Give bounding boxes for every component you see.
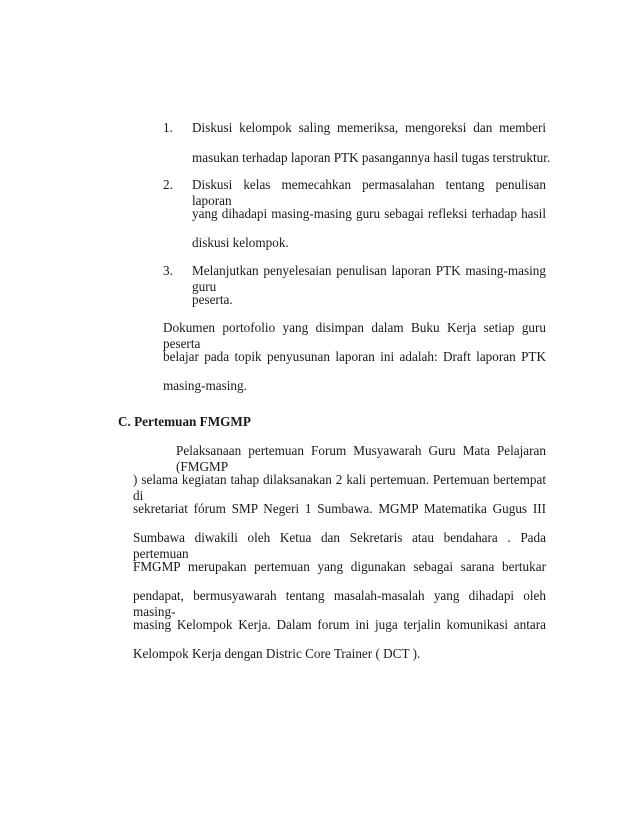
list-number: 3.	[163, 263, 173, 278]
list-number: 2.	[163, 177, 173, 192]
paragraph-line: masing-masing.	[163, 378, 247, 393]
section-heading: C. Pertemuan FMGMP	[118, 414, 251, 429]
paragraph-line: FMGMP merupakan pertemuan yang digunakan sebagai sarana bertukar	[133, 559, 546, 574]
paragraph-line: sekretariat fórum SMP Negeri 1 Sumbawa. MGMP Matematika Gugus III	[133, 501, 546, 516]
paragraph-line: Pelaksanaan pertemuan Forum Musyawarah Guru Mata Pelajaran (FMGMP	[176, 443, 546, 474]
list-item-line: diskusi kelompok.	[192, 235, 289, 250]
list-item-line: yang dihadapi masing-masing guru sebagai refleksi terhadap hasil	[192, 206, 546, 221]
paragraph-line: Dokumen portofolio yang disimpan dalam Buku Kerja setiap guru peserta	[163, 320, 546, 351]
list-number: 1.	[163, 120, 173, 135]
paragraph-line: Kelompok Kerja dengan Distric Core Trainer ( DCT ).	[133, 646, 421, 661]
paragraph-line: masing Kelompok Kerja. Dalam forum ini juga terjalin komunikasi antara	[133, 617, 546, 632]
list-item-line: Melanjutkan penyelesaian penulisan laporan PTK masing-masing guru	[192, 263, 546, 294]
list-item-line: masukan terhadap laporan PTK pasangannya hasil tugas terstruktur.	[192, 150, 551, 165]
list-item-line: peserta.	[192, 292, 233, 307]
paragraph-line: belajar pada topik penyusunan laporan ini adalah: Draft laporan PTK	[163, 349, 546, 364]
paragraph-line: pendapat, bermusyawarah tentang masalah-masalah yang dihadapi oleh masing-	[133, 588, 546, 619]
list-item-line: Diskusi kelompok saling memeriksa, mengoreksi dan memberi	[192, 120, 546, 135]
list-item-line: Diskusi kelas memecahkan permasalahan tentang penulisan laporan	[192, 177, 546, 208]
paragraph-line: Sumbawa diwakili oleh Ketua dan Sekretaris atau bendahara . Pada pertemuan	[133, 530, 546, 561]
paragraph-line: ) selama kegiatan tahap dilaksanakan 2 kali pertemuan. Pertemuan bertempat di	[133, 472, 546, 503]
